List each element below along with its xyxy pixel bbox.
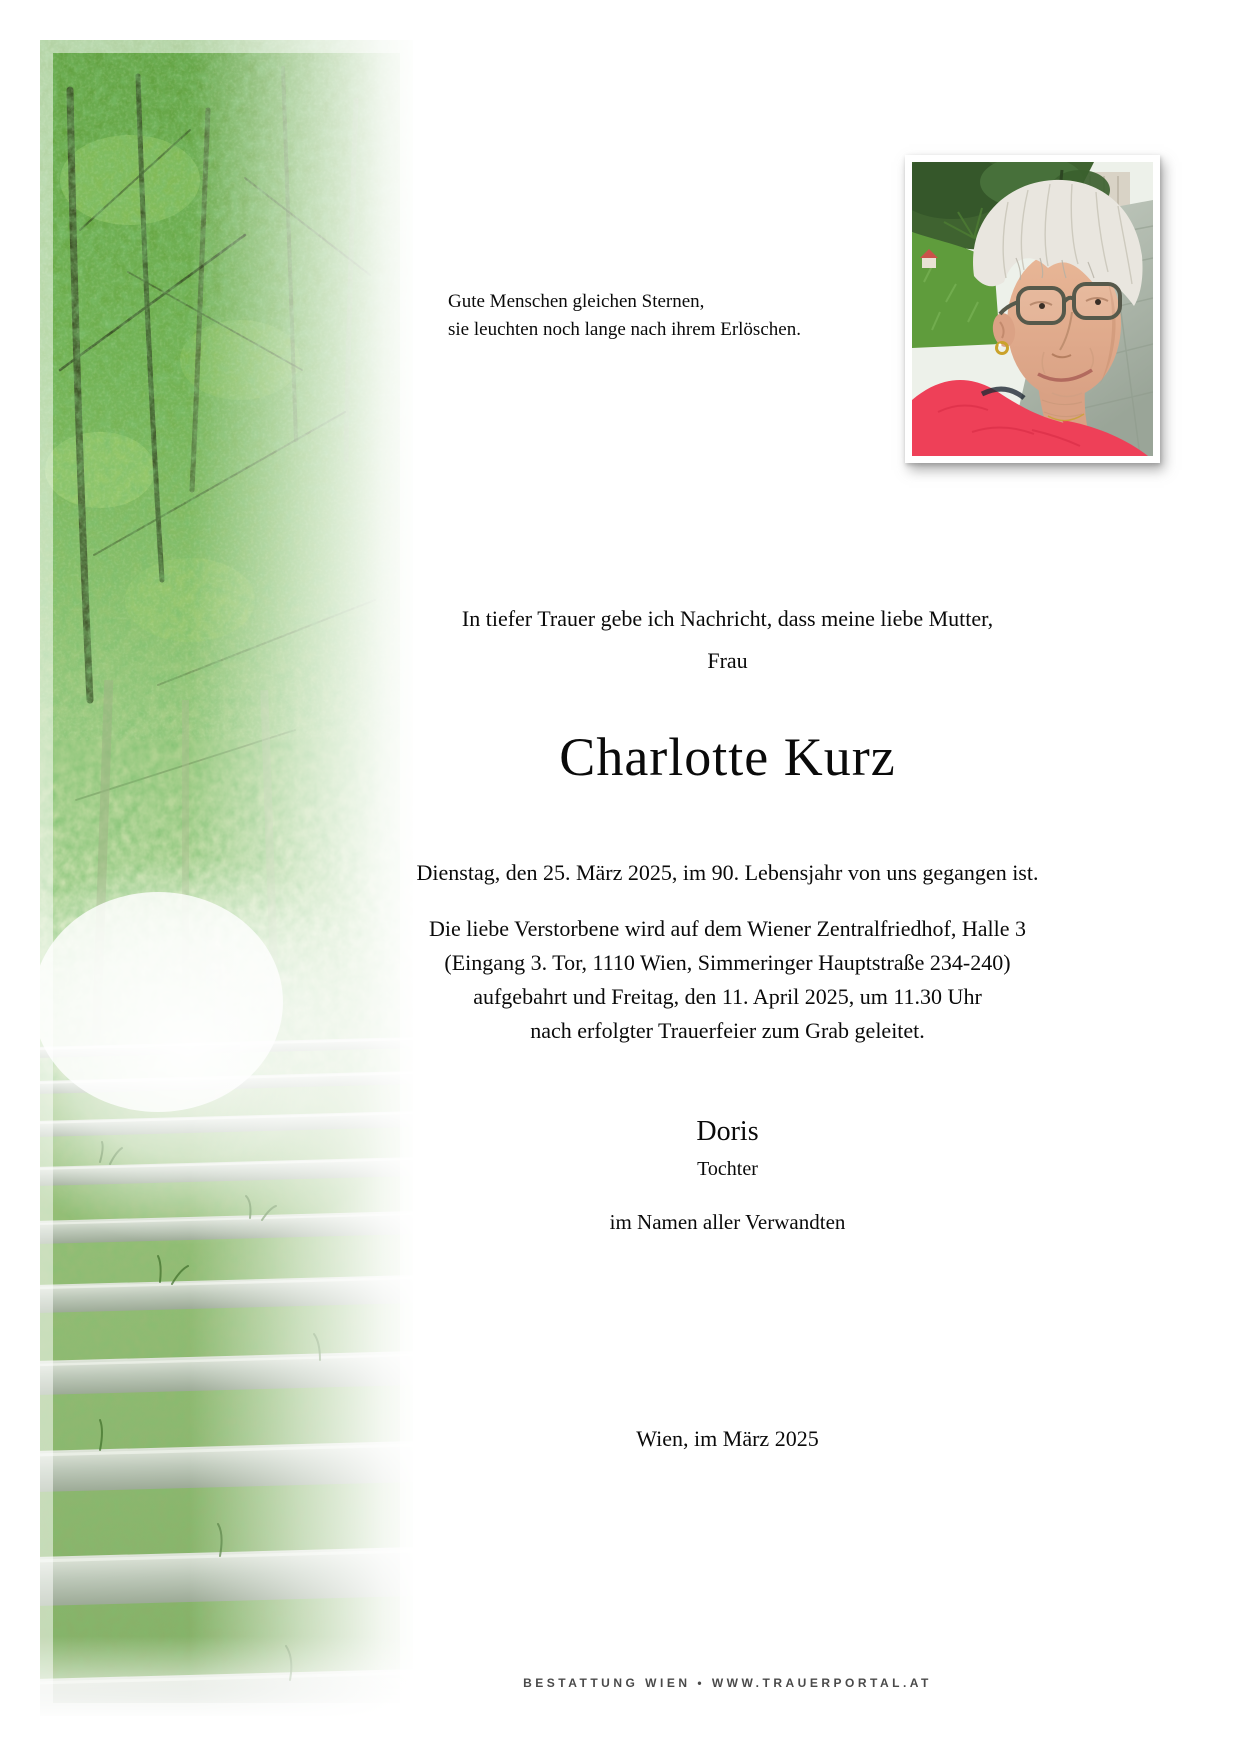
notice-salutation: Frau <box>707 648 748 673</box>
funeral-line: Die liebe Verstorbene wird auf dem Wiener Zentralfriedhof, Halle 3 <box>429 916 1026 941</box>
quote-line-1: Gute Menschen gleichen Sternen, <box>448 291 705 312</box>
notice-intro: In tiefer Trauer gebe ich Nachricht, dass meine liebe Mutter, <box>461 606 994 631</box>
deceased-name: Charlotte Kurz <box>559 727 896 787</box>
death-date-line: Dienstag, den 25. März 2025, im 90. Lebensjahr von uns gegangen ist. <box>416 860 1039 885</box>
mourner-name: Doris <box>696 1116 759 1147</box>
mourner-relation: Tochter <box>697 1158 758 1180</box>
funeral-line: (Eingang 3. Tor, 1110 Wien, Simmeringer Hauptstraße 234-240) <box>444 950 1011 975</box>
family-line: im Namen aller Verwandten <box>609 1210 846 1234</box>
funeral-details <box>215 912 1240 1048</box>
place-date-line: Wien, im März 2025 <box>636 1426 819 1451</box>
quote-line-2: sie leuchten noch lange nach ihrem Erlöschen. <box>448 319 801 340</box>
funeral-line: nach erfolgter Trauerfeier zum Grab geleitet. <box>530 1018 925 1043</box>
publisher-footer: BESTATTUNG WIEN • WWW.TRAUERPORTAL.AT <box>523 1676 932 1690</box>
notice-text-column <box>215 0 1240 1754</box>
funeral-line: aufgebahrt und Freitag, den 11. April 2025, um 11.30 Uhr <box>473 984 982 1009</box>
